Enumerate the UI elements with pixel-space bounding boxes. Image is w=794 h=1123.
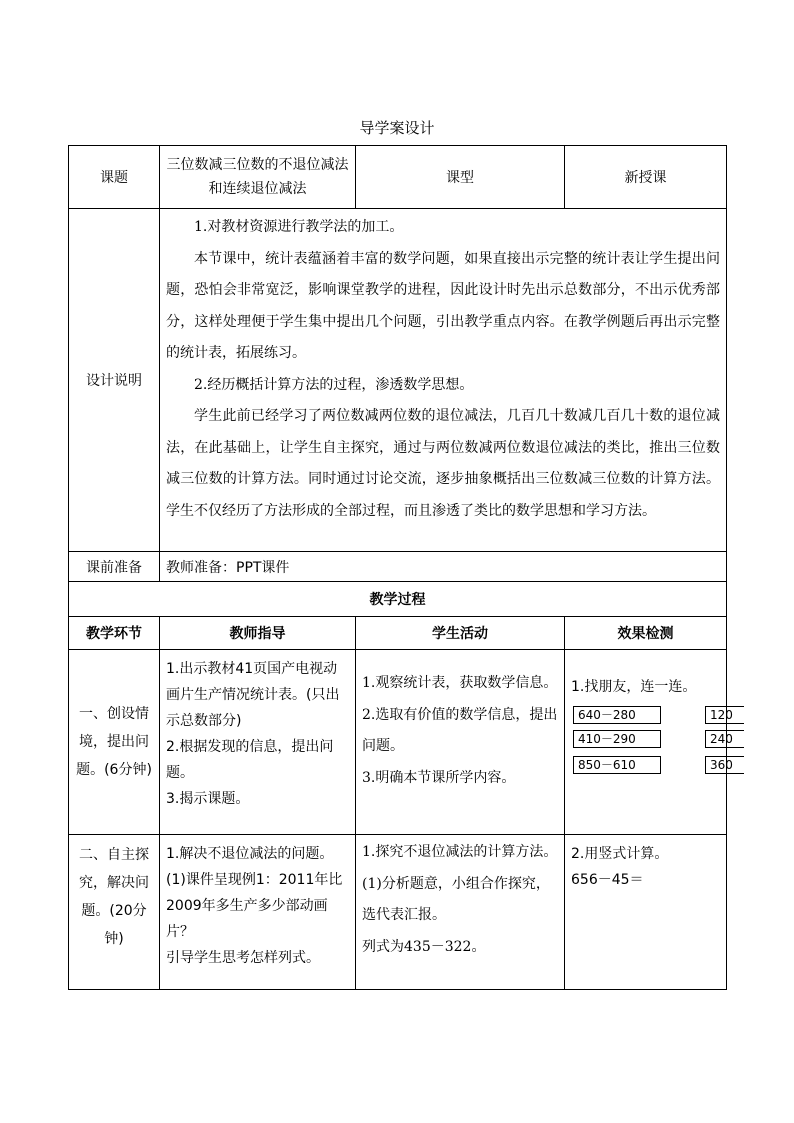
expression-box[interactable]: 640－280 xyxy=(573,706,661,724)
teacher-guidance xyxy=(160,835,356,990)
type-value: 新授课 xyxy=(565,146,727,209)
check-item: 2.用竖式计算。 xyxy=(571,846,669,862)
topic-label: 课题 xyxy=(69,146,160,209)
expression-box[interactable]: 850－610 xyxy=(573,756,661,774)
design-row xyxy=(69,209,727,552)
student-step: 2.选取有价值的数学信息，提出问题。 xyxy=(362,706,558,754)
design-paragraph: 学生此前已经学习了两位数减两位数的退位减法，几百几十数减几百几十数的退位减法，在此基础上，让学生自主探究，通过与两位数减两位数退位减法的类比，推出三位数减三位数的计算方法。同时通过讨论交流，逐步抽象概括出三位数减三位数的计算方法。学生不仅经历了方法形成的全部过程，而且渗透了类比的数学思想和学习方法。 xyxy=(166,408,720,519)
answer-box[interactable]: 240 xyxy=(705,730,744,748)
prep-row xyxy=(69,552,727,582)
answer-box[interactable]: 120 xyxy=(705,706,744,724)
student-step: (1)分析题意，小组合作探究，选代表汇报。 xyxy=(362,875,550,923)
effect-check xyxy=(565,650,733,835)
document-title: 导学案设计 xyxy=(359,119,435,137)
teacher-step: 引导学生思考怎样列式。 xyxy=(166,950,320,966)
design-paragraph: 本节课中，统计表蕴涵着丰富的数学问题，如果直接出示完整的统计表让学生提出问题，恐怕会非常宽泛，影响课堂教学的进程，因此设计时先出示总数部分，不出示优秀部分，这样处理便于学生集中提出几个问题，引出教学重点内容。在教学例题后再出示完整的统计表，拓展练习。 xyxy=(166,250,720,361)
student-step: 3.明确本节课所学内容。 xyxy=(362,769,516,786)
column-header: 教师指导 xyxy=(160,617,356,650)
matching-pair xyxy=(571,728,733,756)
design-description xyxy=(160,209,727,552)
column-header: 学生活动 xyxy=(356,617,565,650)
check-item: 656－45＝ xyxy=(571,872,644,888)
teacher-guidance xyxy=(160,650,356,835)
design-paragraph: 1.对教材资源进行教学法的加工。 xyxy=(194,219,404,235)
matching-pair xyxy=(571,700,733,728)
process-row xyxy=(69,650,727,835)
stage-cell: 二、自主探究，解决问题。(20分钟) xyxy=(69,835,160,990)
design-label: 设计说明 xyxy=(69,209,160,552)
column-header: 效果检测 xyxy=(565,617,727,650)
type-label: 课型 xyxy=(356,146,565,209)
expression-box[interactable]: 410－290 xyxy=(573,730,661,748)
student-step: 1.观察统计表，获取数学信息。 xyxy=(362,675,558,691)
lesson-plan-table xyxy=(68,145,733,990)
process-row xyxy=(69,835,727,990)
student-activity xyxy=(356,650,565,835)
teacher-step: 1.解决不退位减法的问题。 xyxy=(166,846,334,862)
answer-box[interactable]: 360 xyxy=(705,756,744,774)
student-step: 列式为435－322。 xyxy=(362,938,486,955)
design-paragraph: 2.经历概括计算方法的过程，渗透数学思想。 xyxy=(194,376,474,393)
matching-pair xyxy=(571,756,733,784)
topic-value: 三位数减三位数的不退位减法和连续退位减法 xyxy=(160,146,356,209)
process-header-row xyxy=(69,617,727,650)
teacher-step: 1.出示教材41页国产电视动画片生产情况统计表。(只出示总数部分) xyxy=(166,661,340,729)
teacher-step: 3.揭示课题。 xyxy=(166,791,250,807)
header-row xyxy=(69,146,727,209)
column-header: 教学环节 xyxy=(69,617,160,650)
stage-cell: 一、创设情境，提出问题。(6分钟) xyxy=(69,650,160,835)
prep-label: 课前准备 xyxy=(69,552,160,582)
teacher-step: (1)课件呈现例1：2011年比2009年多生产多少部动画片？ xyxy=(166,872,343,940)
student-activity xyxy=(356,835,565,990)
teacher-step: 2.根据发现的信息，提出问题。 xyxy=(166,739,334,781)
process-title: 教学过程 xyxy=(69,582,727,617)
student-step: 1.探究不退位减法的计算方法。 xyxy=(362,844,558,860)
check-title: 1.找朋友，连一连。 xyxy=(571,679,697,695)
prep-value: 教师准备：PPT课件 xyxy=(160,552,727,582)
process-title-row xyxy=(69,582,727,617)
effect-check xyxy=(565,835,727,990)
